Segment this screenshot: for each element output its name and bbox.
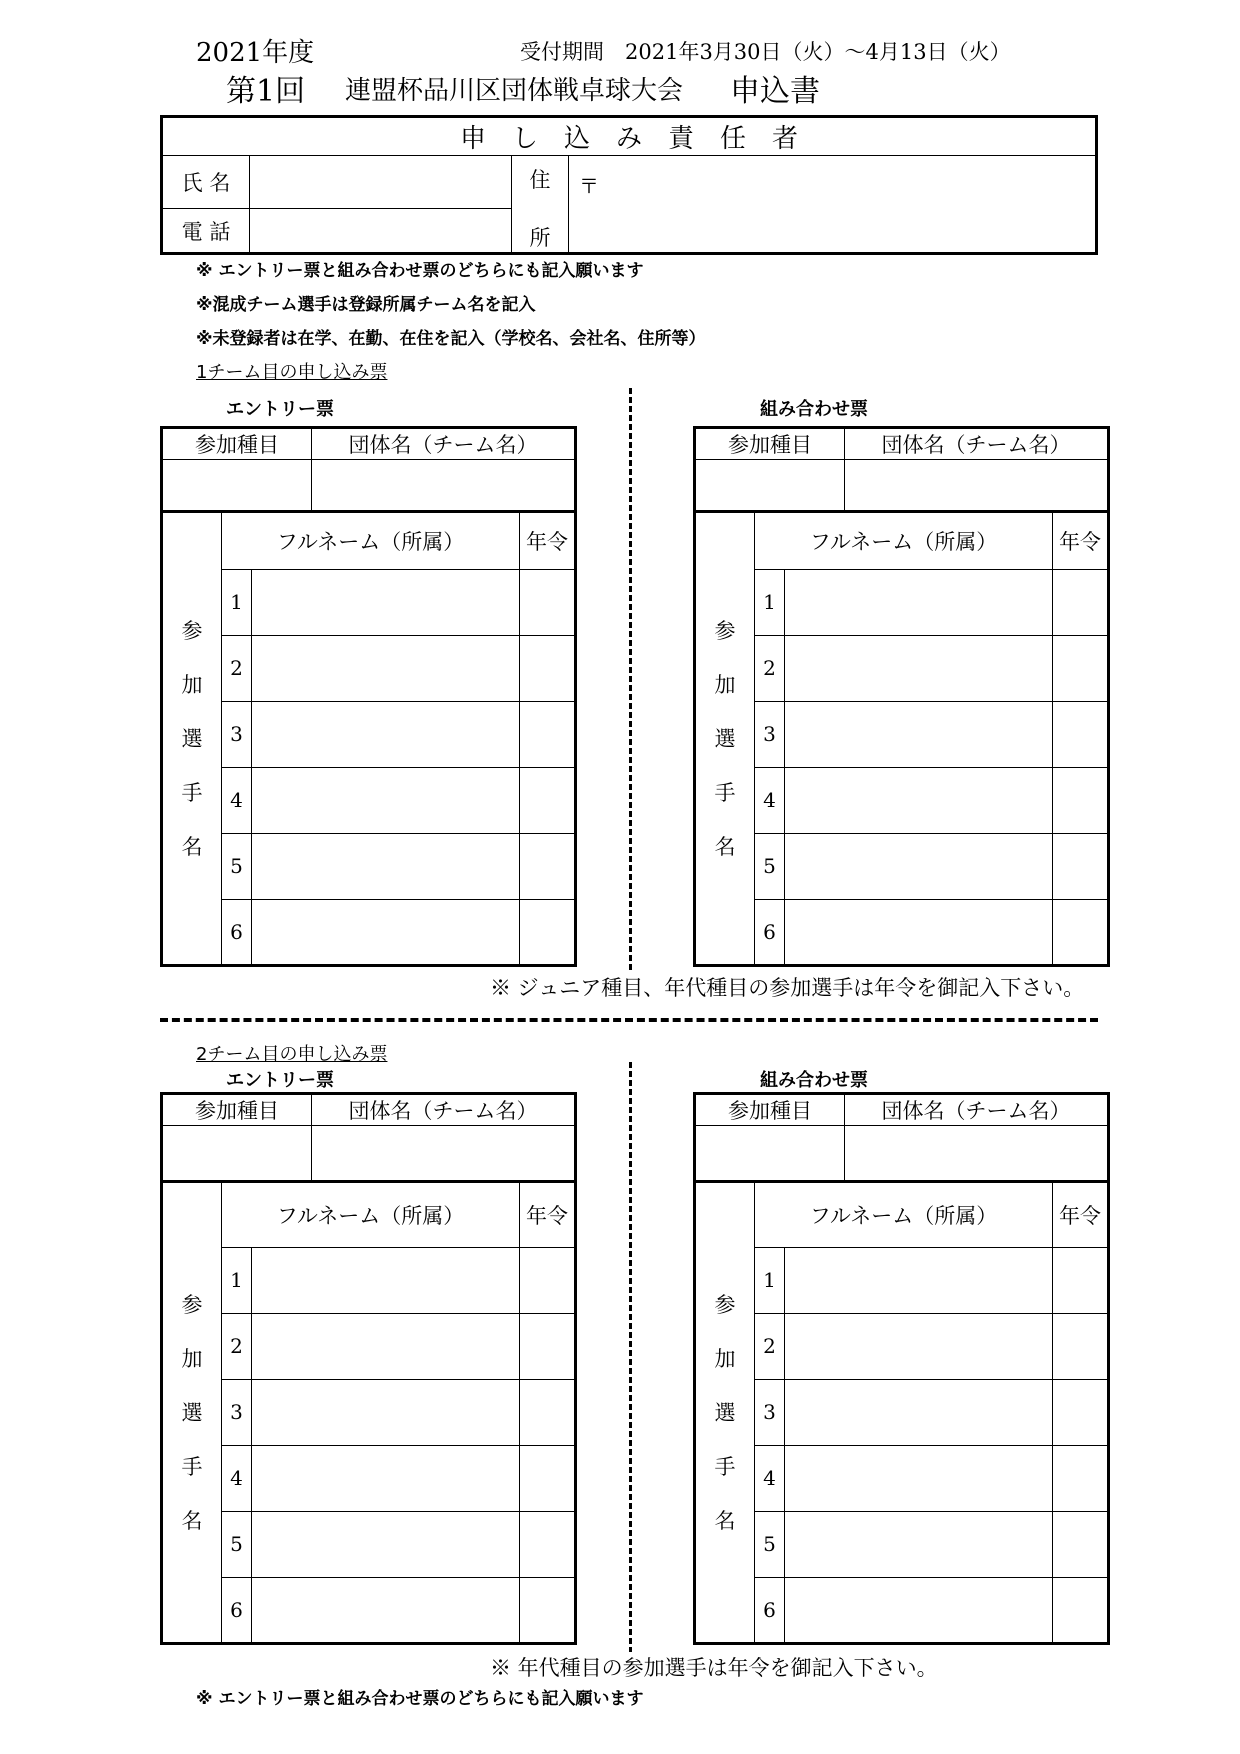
- player-name-field[interactable]: [785, 1512, 1053, 1578]
- players-label-char: 参: [714, 1292, 736, 1317]
- player-age-field[interactable]: [1053, 1314, 1109, 1380]
- players-label-char: 名: [714, 1508, 736, 1533]
- row-number: 4: [222, 768, 252, 834]
- players-label: [162, 512, 222, 966]
- player-name-field[interactable]: [785, 1248, 1053, 1314]
- player-age-field[interactable]: [520, 1446, 576, 1512]
- players-label: [695, 1182, 755, 1644]
- team-separator-cut-line: [160, 1018, 1098, 1022]
- players-label-char: 名: [714, 834, 736, 859]
- row-number: 4: [222, 1446, 252, 1512]
- event-field[interactable]: [162, 460, 312, 512]
- row-number: 2: [222, 636, 252, 702]
- address-field[interactable]: [569, 156, 1097, 254]
- edition-number: 第1回: [226, 74, 306, 109]
- team2-match-top-table: [693, 1092, 1110, 1183]
- player-name-field[interactable]: [252, 570, 520, 636]
- event-field[interactable]: [695, 1126, 845, 1182]
- team1-heading: 1チーム目の申し込み票: [196, 362, 388, 383]
- players-label-char: 手: [714, 780, 736, 805]
- player-age-field[interactable]: [1053, 636, 1109, 702]
- team1-entry-player-table: [160, 510, 577, 967]
- event-name: 連盟杯品川区団体戦卓球大会: [345, 76, 684, 106]
- player-name-field[interactable]: [252, 1446, 520, 1512]
- row-number: 2: [222, 1314, 252, 1380]
- row-number: 6: [222, 1578, 252, 1644]
- event-field[interactable]: [162, 1126, 312, 1182]
- player-age-field[interactable]: [1053, 1248, 1109, 1314]
- player-name-field[interactable]: [252, 900, 520, 966]
- player-name-field[interactable]: [785, 1578, 1053, 1644]
- note-unregistered: ※未登録者は在学、在勤、在住を記入（学校名、会社名、住所等）: [196, 329, 706, 349]
- player-age-field[interactable]: [1053, 1512, 1109, 1578]
- row-number: 1: [755, 570, 785, 636]
- fullname-col-header: フルネーム（所属）: [222, 512, 520, 570]
- player-age-field[interactable]: [1053, 1578, 1109, 1644]
- team1-match-player-table: [693, 510, 1110, 967]
- players-label: [695, 512, 755, 966]
- team1-cut-line: [629, 388, 632, 988]
- players-label-char: 加: [181, 672, 203, 697]
- players-label-char: 加: [714, 672, 736, 697]
- age-col-header: 年令: [520, 512, 576, 570]
- address-label-bottom: 所: [529, 226, 551, 250]
- team2-entry-player-table: [160, 1180, 577, 1645]
- row-number: 5: [222, 1512, 252, 1578]
- fiscal-year: 2021年度: [196, 38, 315, 68]
- players-label-char: 参: [181, 618, 203, 643]
- team1-entry-form: [160, 426, 577, 967]
- player-age-field[interactable]: [1053, 1380, 1109, 1446]
- team1-entry-top-table: [160, 426, 577, 513]
- player-age-field[interactable]: [520, 900, 576, 966]
- players-label-char: 選: [181, 1400, 203, 1425]
- player-name-field[interactable]: [252, 1248, 520, 1314]
- row-number: 1: [222, 1248, 252, 1314]
- team1-footnote: ※ ジュニア種目、年代種目の参加選手は年令を御記入下さい。: [490, 972, 1084, 1002]
- players-label-char: 手: [714, 1454, 736, 1479]
- player-name-field[interactable]: [785, 900, 1053, 966]
- player-age-field[interactable]: [520, 1578, 576, 1644]
- player-name-field[interactable]: [252, 1578, 520, 1644]
- player-age-field[interactable]: [520, 1248, 576, 1314]
- age-col-header: 年令: [520, 1182, 576, 1248]
- team2-match-form: [693, 1092, 1110, 1645]
- player-age-field[interactable]: [1053, 834, 1109, 900]
- row-number: 6: [222, 900, 252, 966]
- team2-cut-line: [629, 1062, 632, 1662]
- player-age-field[interactable]: [520, 1512, 576, 1578]
- row-number: 5: [222, 834, 252, 900]
- team-name-field[interactable]: [312, 460, 576, 512]
- players-label-char: 選: [714, 1400, 736, 1425]
- team2-match-player-table: [693, 1180, 1110, 1645]
- player-name-field[interactable]: [785, 636, 1053, 702]
- address-label: [512, 156, 569, 254]
- player-age-field[interactable]: [520, 702, 576, 768]
- team2-footnote: ※ 年代種目の参加選手は年令を御記入下さい。: [490, 1652, 938, 1682]
- player-age-field[interactable]: [1053, 768, 1109, 834]
- event-col-header: 参加種目: [162, 1094, 312, 1126]
- team-name-field[interactable]: [845, 460, 1109, 512]
- row-number: 2: [755, 636, 785, 702]
- player-name-field[interactable]: [252, 1314, 520, 1380]
- player-name-field[interactable]: [252, 1512, 520, 1578]
- player-age-field[interactable]: [1053, 900, 1109, 966]
- reception-period: 受付期間 2021年3月30日（火）～4月13日（火）: [520, 40, 1011, 64]
- team-col-header: 団体名（チーム名）: [845, 428, 1109, 460]
- team1-match-top-table: [693, 426, 1110, 513]
- team2-match-title: 組み合わせ票: [760, 1070, 868, 1091]
- name-field[interactable]: [250, 156, 512, 209]
- players-label-char: 加: [181, 1346, 203, 1371]
- team1-entry-title: エントリー票: [226, 399, 334, 420]
- player-age-field[interactable]: [1053, 570, 1109, 636]
- player-name-field[interactable]: [252, 702, 520, 768]
- player-name-field[interactable]: [785, 1446, 1053, 1512]
- player-name-field[interactable]: [252, 768, 520, 834]
- team2-heading: 2チーム目の申し込み票: [196, 1044, 388, 1065]
- team-name-field[interactable]: [312, 1126, 576, 1182]
- row-number: 2: [755, 1314, 785, 1380]
- team-col-header: 団体名（チーム名）: [312, 428, 576, 460]
- player-age-field[interactable]: [520, 834, 576, 900]
- player-name-field[interactable]: [252, 834, 520, 900]
- phone-field[interactable]: [250, 209, 512, 254]
- note-both-forms: ※ エントリー票と組み合わせ票のどちらにも記入願います: [196, 261, 644, 281]
- row-number: 3: [222, 702, 252, 768]
- event-col-header: 参加種目: [162, 428, 312, 460]
- event-col-header: 参加種目: [695, 1094, 845, 1126]
- row-number: 3: [755, 1380, 785, 1446]
- players-label-char: 名: [181, 1508, 203, 1533]
- fullname-col-header: フルネーム（所属）: [755, 512, 1053, 570]
- player-age-field[interactable]: [520, 1380, 576, 1446]
- team-col-header: 団体名（チーム名）: [312, 1094, 576, 1126]
- age-col-header: 年令: [1053, 512, 1109, 570]
- player-age-field[interactable]: [520, 768, 576, 834]
- players-label-char: 選: [714, 726, 736, 751]
- players-label-char: 参: [714, 618, 736, 643]
- team-col-header: 団体名（チーム名）: [845, 1094, 1109, 1126]
- event-field[interactable]: [695, 460, 845, 512]
- player-name-field[interactable]: [252, 636, 520, 702]
- row-number: 1: [755, 1248, 785, 1314]
- player-name-field[interactable]: [785, 1314, 1053, 1380]
- postal-mark: 〒: [579, 174, 599, 198]
- player-age-field[interactable]: [520, 570, 576, 636]
- player-name-field[interactable]: [252, 1380, 520, 1446]
- players-label-char: 参: [181, 1292, 203, 1317]
- event-col-header: 参加種目: [695, 428, 845, 460]
- row-number: 6: [755, 900, 785, 966]
- team2-entry-form: [160, 1092, 577, 1645]
- row-number: 4: [755, 1446, 785, 1512]
- team1-match-form: [693, 426, 1110, 967]
- player-age-field[interactable]: [520, 636, 576, 702]
- applicant-table: [160, 115, 1098, 255]
- age-col-header: 年令: [1053, 1182, 1109, 1248]
- name-label: 氏 名: [162, 156, 250, 209]
- row-number: 3: [222, 1380, 252, 1446]
- row-number: 3: [755, 702, 785, 768]
- player-age-field[interactable]: [1053, 1446, 1109, 1512]
- applicant-title: 申 し 込 み 責 任 者: [162, 117, 1097, 156]
- player-age-field[interactable]: [520, 1314, 576, 1380]
- address-label-top: 住: [529, 168, 551, 192]
- player-name-field[interactable]: [785, 1380, 1053, 1446]
- phone-label: 電 話: [162, 209, 250, 254]
- footer-note: ※ エントリー票と組み合わせ票のどちらにも記入願います: [196, 1689, 644, 1709]
- row-number: 1: [222, 570, 252, 636]
- team2-entry-title: エントリー票: [226, 1070, 334, 1091]
- row-number: 5: [755, 1512, 785, 1578]
- players-label-char: 手: [181, 780, 203, 805]
- note-mixed-team: ※混成チーム選手は登録所属チーム名を記入: [196, 295, 536, 315]
- player-age-field[interactable]: [1053, 702, 1109, 768]
- row-number: 4: [755, 768, 785, 834]
- row-number: 5: [755, 834, 785, 900]
- team-name-field[interactable]: [845, 1126, 1109, 1182]
- players-label-char: 手: [181, 1454, 203, 1479]
- fullname-col-header: フルネーム（所属）: [755, 1182, 1053, 1248]
- team1-match-title: 組み合わせ票: [760, 399, 868, 420]
- players-label-char: 名: [181, 834, 203, 859]
- player-name-field[interactable]: [785, 702, 1053, 768]
- player-name-field[interactable]: [785, 834, 1053, 900]
- player-name-field[interactable]: [785, 570, 1053, 636]
- fullname-col-header: フルネーム（所属）: [222, 1182, 520, 1248]
- player-name-field[interactable]: [785, 768, 1053, 834]
- players-label: [162, 1182, 222, 1644]
- team2-entry-top-table: [160, 1092, 577, 1183]
- players-label-char: 加: [714, 1346, 736, 1371]
- row-number: 6: [755, 1578, 785, 1644]
- players-label-char: 選: [181, 726, 203, 751]
- form-title: 申込書: [730, 74, 820, 109]
